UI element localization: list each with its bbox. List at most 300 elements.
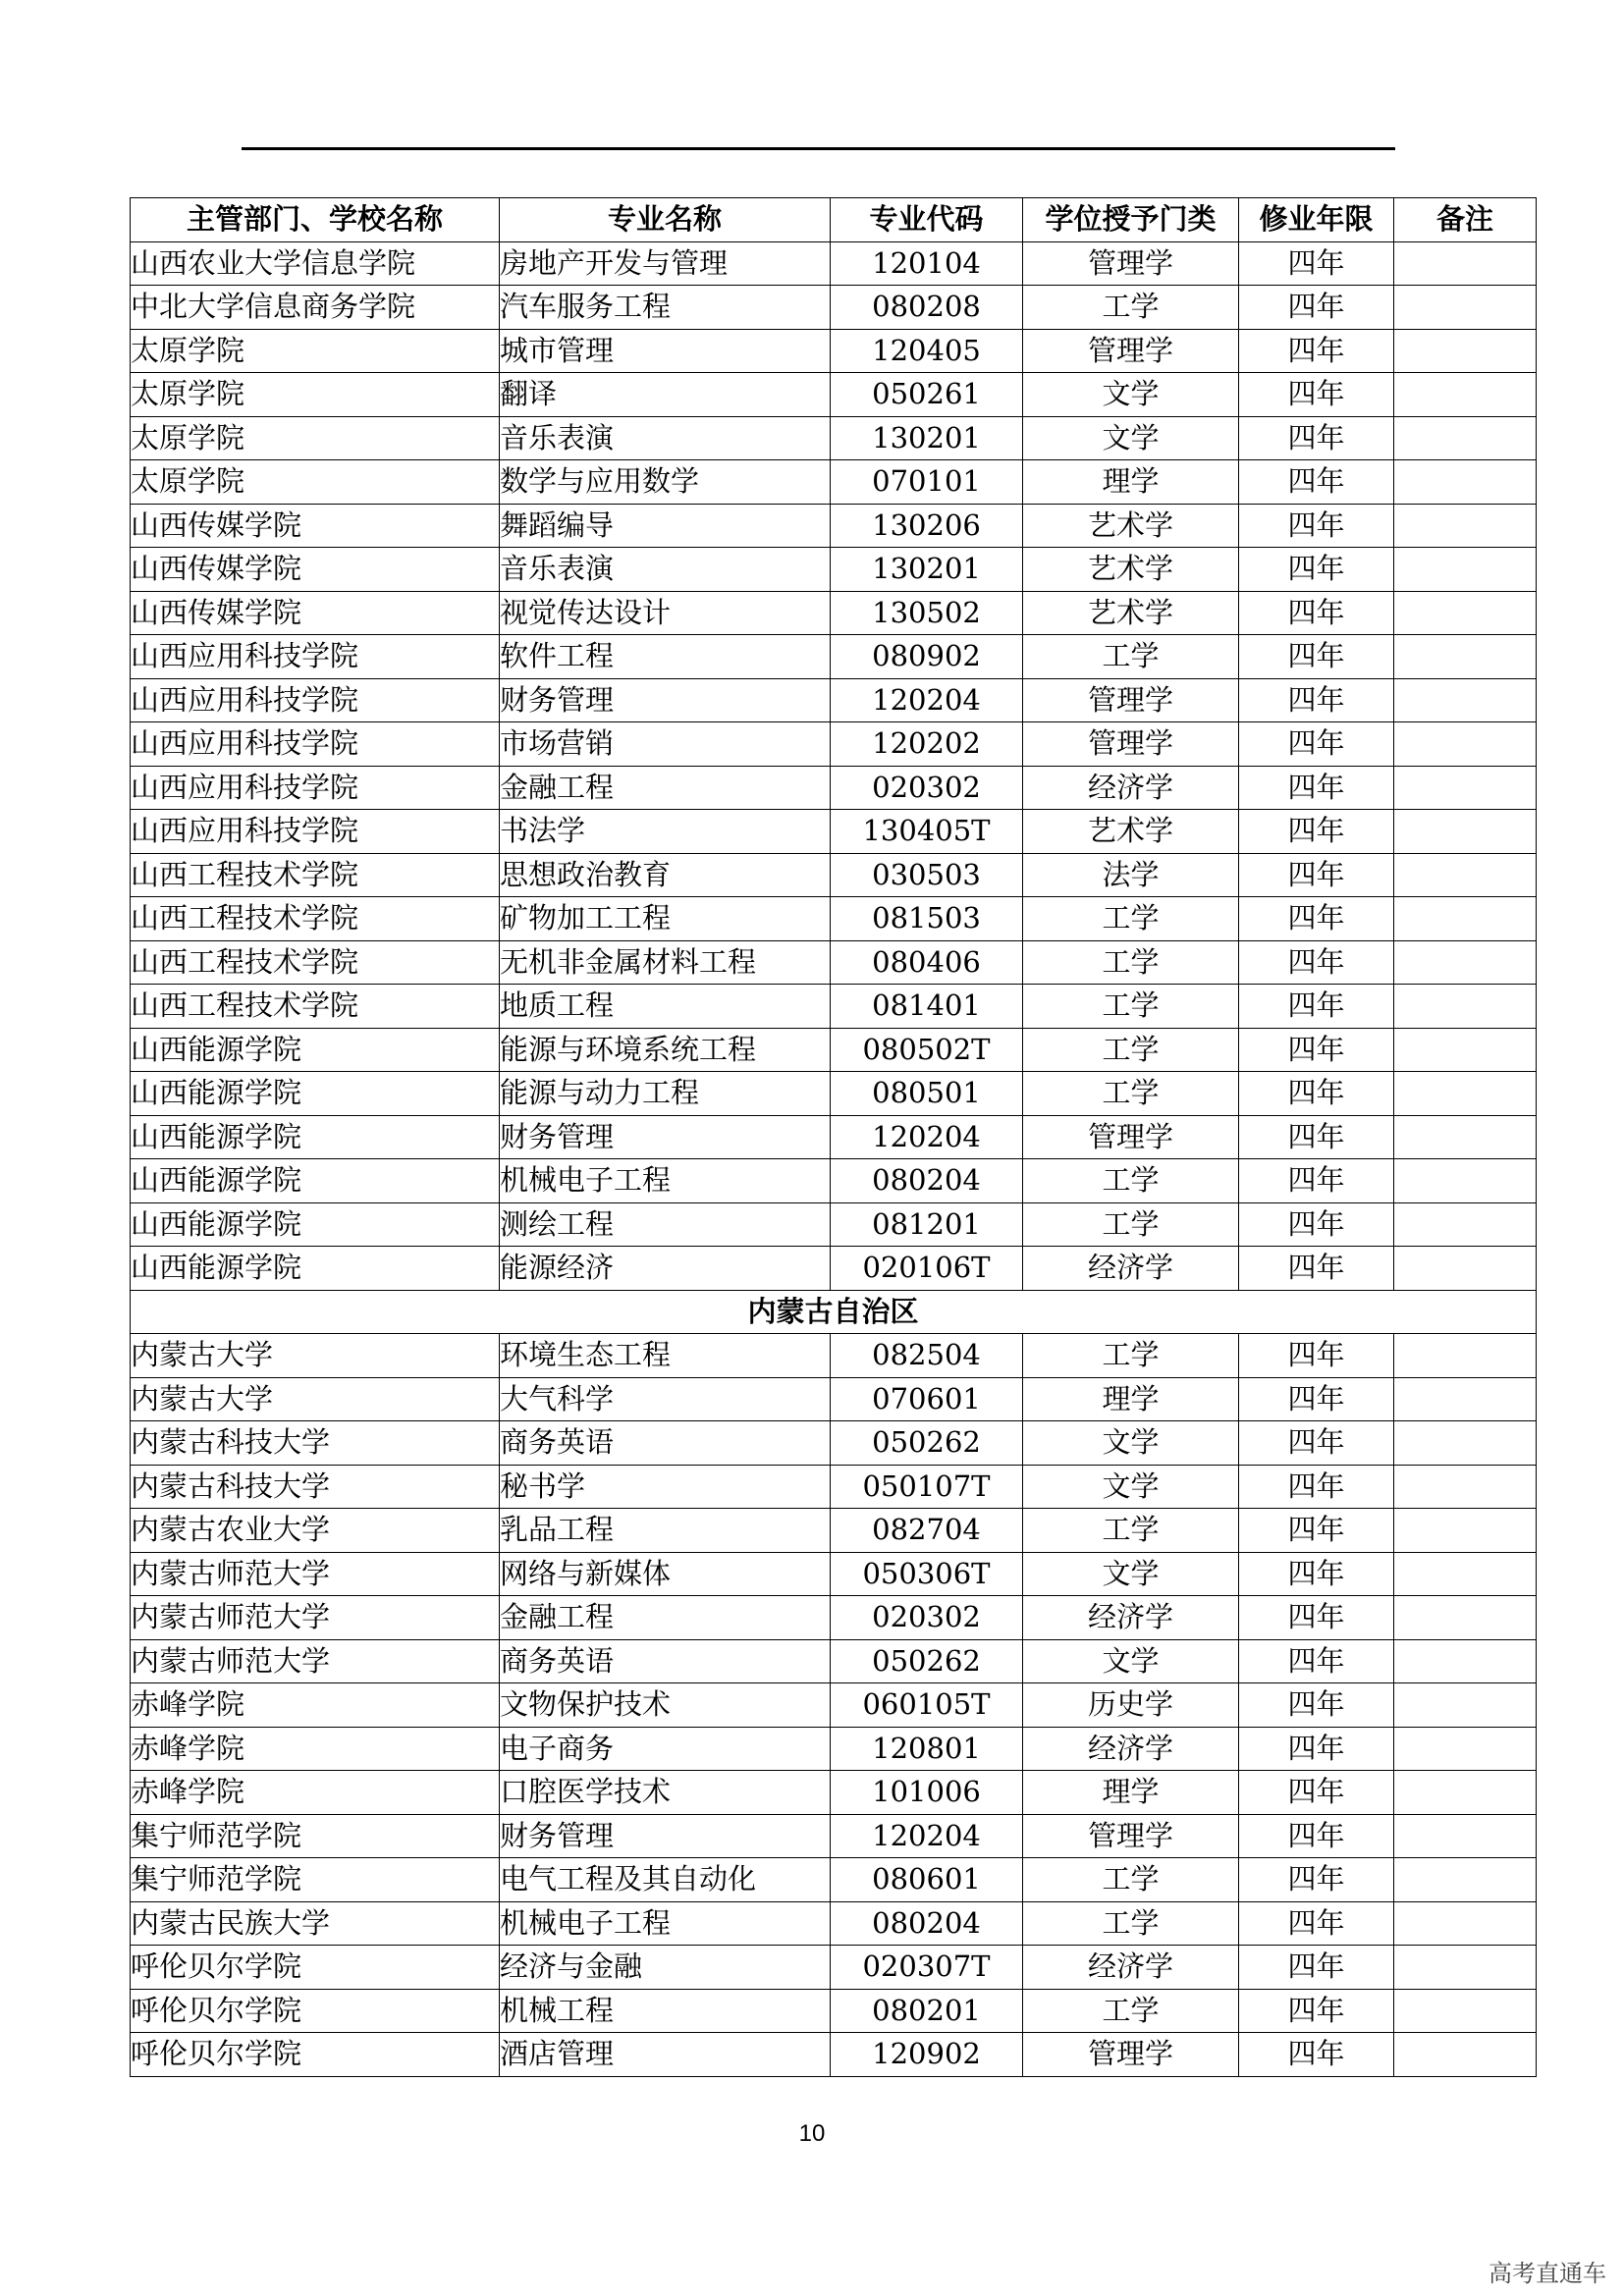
- table-row: [131, 504, 1537, 548]
- cell-school: 山西应用科技学院: [131, 766, 500, 810]
- table-row: [131, 1421, 1537, 1466]
- cell-degree: 艺术学: [1023, 548, 1239, 592]
- cell-note: [1394, 591, 1537, 635]
- cell-years: 四年: [1239, 678, 1394, 722]
- header-major: 专业名称: [500, 198, 831, 242]
- cell-major: 测绘工程: [500, 1202, 831, 1247]
- cell-major: 酒店管理: [500, 2033, 831, 2077]
- cell-note: [1394, 1946, 1537, 1990]
- cell-school: 山西能源学院: [131, 1159, 500, 1203]
- cell-note: [1394, 504, 1537, 548]
- cell-school: 太原学院: [131, 416, 500, 460]
- cell-major: 舞蹈编导: [500, 504, 831, 548]
- cell-major: 机械电子工程: [500, 1901, 831, 1946]
- cell-school: 山西传媒学院: [131, 504, 500, 548]
- cell-major: 视觉传达设计: [500, 591, 831, 635]
- cell-major: 网络与新媒体: [500, 1552, 831, 1596]
- cell-major: 财务管理: [500, 1115, 831, 1159]
- cell-years: 四年: [1239, 1858, 1394, 1902]
- cell-code: 130502: [831, 591, 1023, 635]
- cell-degree: 工学: [1023, 1858, 1239, 1902]
- header-degree: 学位授予门类: [1023, 198, 1239, 242]
- cell-school: 赤峰学院: [131, 1771, 500, 1815]
- cell-note: [1394, 1552, 1537, 1596]
- table-row: [131, 1946, 1537, 1990]
- cell-major: 商务英语: [500, 1421, 831, 1466]
- table-row: [131, 1552, 1537, 1596]
- cell-code: 130206: [831, 504, 1023, 548]
- cell-code: 130201: [831, 416, 1023, 460]
- cell-code: 081401: [831, 985, 1023, 1029]
- cell-code: 082504: [831, 1334, 1023, 1378]
- cell-school: 山西工程技术学院: [131, 897, 500, 941]
- cell-code: 050262: [831, 1421, 1023, 1466]
- cell-note: [1394, 985, 1537, 1029]
- cell-major: 音乐表演: [500, 416, 831, 460]
- table-row: [131, 940, 1537, 985]
- cell-note: [1394, 1072, 1537, 1116]
- cell-degree: 管理学: [1023, 1115, 1239, 1159]
- region-heading: 内蒙古自治区: [131, 1290, 1537, 1334]
- cell-major: 财务管理: [500, 678, 831, 722]
- cell-years: 四年: [1239, 722, 1394, 767]
- cell-note: [1394, 2033, 1537, 2077]
- cell-school: 内蒙古大学: [131, 1334, 500, 1378]
- cell-years: 四年: [1239, 286, 1394, 330]
- cell-code: 070101: [831, 460, 1023, 505]
- cell-school: 山西应用科技学院: [131, 635, 500, 679]
- cell-school: 内蒙古师范大学: [131, 1596, 500, 1640]
- cell-note: [1394, 329, 1537, 373]
- cell-school: 呼伦贝尔学院: [131, 2033, 500, 2077]
- region-row: [131, 1290, 1537, 1334]
- cell-years: 四年: [1239, 1159, 1394, 1203]
- cell-school: 内蒙古科技大学: [131, 1465, 500, 1509]
- table-row: [131, 1159, 1537, 1203]
- table-row: [131, 985, 1537, 1029]
- cell-note: [1394, 722, 1537, 767]
- cell-school: 呼伦贝尔学院: [131, 1946, 500, 1990]
- table-row: [131, 1202, 1537, 1247]
- cell-degree: 管理学: [1023, 2033, 1239, 2077]
- cell-major: 地质工程: [500, 985, 831, 1029]
- cell-note: [1394, 1683, 1537, 1728]
- table-row: [131, 2033, 1537, 2077]
- cell-note: [1394, 1202, 1537, 1247]
- table-row: [131, 416, 1537, 460]
- cell-note: [1394, 766, 1537, 810]
- cell-school: 内蒙古大学: [131, 1377, 500, 1421]
- cell-code: 080502T: [831, 1028, 1023, 1072]
- cell-code: 080902: [831, 635, 1023, 679]
- table-row: [131, 1596, 1537, 1640]
- cell-years: 四年: [1239, 1028, 1394, 1072]
- cell-note: [1394, 1247, 1537, 1291]
- table-row: [131, 1901, 1537, 1946]
- cell-code: 130201: [831, 548, 1023, 592]
- cell-years: 四年: [1239, 1072, 1394, 1116]
- cell-school: 山西工程技术学院: [131, 853, 500, 897]
- cell-code: 050306T: [831, 1552, 1023, 1596]
- cell-code: 080204: [831, 1159, 1023, 1203]
- cell-years: 四年: [1239, 1727, 1394, 1771]
- cell-major: 能源经济: [500, 1247, 831, 1291]
- table-row: [131, 1334, 1537, 1378]
- table-row: [131, 853, 1537, 897]
- table-row: [131, 1639, 1537, 1683]
- table-row: [131, 810, 1537, 854]
- table-row: [131, 1683, 1537, 1728]
- header-rule: [242, 147, 1395, 150]
- cell-note: [1394, 1115, 1537, 1159]
- cell-years: 四年: [1239, 1247, 1394, 1291]
- cell-years: 四年: [1239, 1334, 1394, 1378]
- cell-degree: 经济学: [1023, 766, 1239, 810]
- cell-school: 山西应用科技学院: [131, 810, 500, 854]
- cell-code: 030503: [831, 853, 1023, 897]
- cell-years: 四年: [1239, 1814, 1394, 1858]
- cell-years: 四年: [1239, 591, 1394, 635]
- table-row: [131, 286, 1537, 330]
- header-code: 专业代码: [831, 198, 1023, 242]
- table-row: [131, 1771, 1537, 1815]
- cell-years: 四年: [1239, 1901, 1394, 1946]
- cell-school: 内蒙古师范大学: [131, 1639, 500, 1683]
- cell-major: 软件工程: [500, 635, 831, 679]
- cell-major: 能源与环境系统工程: [500, 1028, 831, 1072]
- table-row: [131, 1727, 1537, 1771]
- cell-code: 080201: [831, 1989, 1023, 2033]
- cell-code: 120104: [831, 241, 1023, 286]
- cell-code: 120202: [831, 722, 1023, 767]
- cell-degree: 文学: [1023, 416, 1239, 460]
- cell-code: 120204: [831, 1814, 1023, 1858]
- cell-major: 乳品工程: [500, 1509, 831, 1553]
- cell-note: [1394, 1814, 1537, 1858]
- cell-note: [1394, 1901, 1537, 1946]
- cell-major: 汽车服务工程: [500, 286, 831, 330]
- table-row: [131, 1377, 1537, 1421]
- cell-code: 080501: [831, 1072, 1023, 1116]
- cell-degree: 工学: [1023, 1989, 1239, 2033]
- cell-degree: 工学: [1023, 635, 1239, 679]
- cell-school: 赤峰学院: [131, 1727, 500, 1771]
- cell-note: [1394, 853, 1537, 897]
- cell-school: 山西能源学院: [131, 1028, 500, 1072]
- cell-major: 商务英语: [500, 1639, 831, 1683]
- cell-code: 101006: [831, 1771, 1023, 1815]
- cell-code: 050262: [831, 1639, 1023, 1683]
- table-row: [131, 591, 1537, 635]
- cell-note: [1394, 810, 1537, 854]
- cell-note: [1394, 460, 1537, 505]
- table-row: [131, 635, 1537, 679]
- cell-major: 房地产开发与管理: [500, 241, 831, 286]
- table-row: [131, 722, 1537, 767]
- cell-major: 电子商务: [500, 1727, 831, 1771]
- cell-major: 口腔医学技术: [500, 1771, 831, 1815]
- table-row: [131, 1858, 1537, 1902]
- cell-school: 山西能源学院: [131, 1247, 500, 1291]
- cell-note: [1394, 1465, 1537, 1509]
- cell-major: 市场营销: [500, 722, 831, 767]
- majors-table: [130, 197, 1537, 2077]
- cell-code: 020307T: [831, 1946, 1023, 1990]
- cell-school: 山西传媒学院: [131, 548, 500, 592]
- cell-degree: 文学: [1023, 373, 1239, 417]
- table-row: [131, 373, 1537, 417]
- table-row: [131, 460, 1537, 505]
- table-row: [131, 678, 1537, 722]
- cell-major: 大气科学: [500, 1377, 831, 1421]
- table-row: [131, 329, 1537, 373]
- table-row: [131, 1509, 1537, 1553]
- cell-note: [1394, 373, 1537, 417]
- cell-degree: 管理学: [1023, 241, 1239, 286]
- watermark: 高考直通车: [1489, 2260, 1606, 2287]
- cell-note: [1394, 1639, 1537, 1683]
- cell-years: 四年: [1239, 1115, 1394, 1159]
- cell-code: 081503: [831, 897, 1023, 941]
- cell-years: 四年: [1239, 1771, 1394, 1815]
- cell-note: [1394, 1727, 1537, 1771]
- table-row: [131, 766, 1537, 810]
- cell-years: 四年: [1239, 1509, 1394, 1553]
- cell-school: 山西农业大学信息学院: [131, 241, 500, 286]
- cell-degree: 经济学: [1023, 1946, 1239, 1990]
- cell-degree: 理学: [1023, 1771, 1239, 1815]
- cell-note: [1394, 635, 1537, 679]
- cell-school: 集宁师范学院: [131, 1858, 500, 1902]
- cell-school: 内蒙古科技大学: [131, 1421, 500, 1466]
- cell-major: 思想政治教育: [500, 853, 831, 897]
- table-body: [131, 241, 1537, 2076]
- cell-years: 四年: [1239, 985, 1394, 1029]
- cell-note: [1394, 1334, 1537, 1378]
- cell-years: 四年: [1239, 1596, 1394, 1640]
- header-school: 主管部门、学校名称: [131, 198, 500, 242]
- cell-years: 四年: [1239, 504, 1394, 548]
- cell-school: 山西能源学院: [131, 1202, 500, 1247]
- cell-degree: 工学: [1023, 940, 1239, 985]
- cell-degree: 工学: [1023, 1159, 1239, 1203]
- cell-school: 内蒙古农业大学: [131, 1509, 500, 1553]
- cell-years: 四年: [1239, 1552, 1394, 1596]
- cell-degree: 艺术学: [1023, 810, 1239, 854]
- cell-school: 呼伦贝尔学院: [131, 1989, 500, 2033]
- cell-school: 山西传媒学院: [131, 591, 500, 635]
- cell-code: 080406: [831, 940, 1023, 985]
- cell-years: 四年: [1239, 373, 1394, 417]
- cell-years: 四年: [1239, 766, 1394, 810]
- cell-school: 太原学院: [131, 373, 500, 417]
- cell-degree: 艺术学: [1023, 504, 1239, 548]
- table-row: [131, 1465, 1537, 1509]
- cell-school: 山西应用科技学院: [131, 722, 500, 767]
- cell-major: 无机非金属材料工程: [500, 940, 831, 985]
- cell-major: 经济与金融: [500, 1946, 831, 1990]
- cell-code: 050107T: [831, 1465, 1023, 1509]
- cell-school: 山西能源学院: [131, 1115, 500, 1159]
- cell-code: 081201: [831, 1202, 1023, 1247]
- table-row: [131, 1115, 1537, 1159]
- cell-note: [1394, 1159, 1537, 1203]
- cell-years: 四年: [1239, 897, 1394, 941]
- cell-degree: 经济学: [1023, 1727, 1239, 1771]
- cell-note: [1394, 286, 1537, 330]
- cell-years: 四年: [1239, 1421, 1394, 1466]
- cell-degree: 工学: [1023, 985, 1239, 1029]
- cell-code: 120902: [831, 2033, 1023, 2077]
- cell-years: 四年: [1239, 810, 1394, 854]
- cell-school: 集宁师范学院: [131, 1814, 500, 1858]
- cell-years: 四年: [1239, 1639, 1394, 1683]
- cell-code: 120204: [831, 1115, 1023, 1159]
- cell-degree: 理学: [1023, 1377, 1239, 1421]
- cell-school: 中北大学信息商务学院: [131, 286, 500, 330]
- cell-note: [1394, 897, 1537, 941]
- cell-note: [1394, 1989, 1537, 2033]
- cell-degree: 工学: [1023, 897, 1239, 941]
- cell-code: 120204: [831, 678, 1023, 722]
- cell-years: 四年: [1239, 548, 1394, 592]
- cell-degree: 艺术学: [1023, 591, 1239, 635]
- cell-note: [1394, 416, 1537, 460]
- cell-code: 020106T: [831, 1247, 1023, 1291]
- cell-school: 内蒙古师范大学: [131, 1552, 500, 1596]
- cell-school: 太原学院: [131, 460, 500, 505]
- table-row: [131, 1072, 1537, 1116]
- cell-degree: 工学: [1023, 1509, 1239, 1553]
- cell-degree: 经济学: [1023, 1596, 1239, 1640]
- table-header-row: [131, 198, 1537, 242]
- cell-degree: 管理学: [1023, 722, 1239, 767]
- cell-years: 四年: [1239, 1683, 1394, 1728]
- cell-degree: 工学: [1023, 1202, 1239, 1247]
- table-row: [131, 1814, 1537, 1858]
- cell-school: 山西工程技术学院: [131, 940, 500, 985]
- cell-major: 音乐表演: [500, 548, 831, 592]
- cell-years: 四年: [1239, 1465, 1394, 1509]
- cell-note: [1394, 678, 1537, 722]
- cell-degree: 管理学: [1023, 329, 1239, 373]
- cell-note: [1394, 1421, 1537, 1466]
- cell-note: [1394, 1596, 1537, 1640]
- cell-degree: 工学: [1023, 1072, 1239, 1116]
- cell-code: 120801: [831, 1727, 1023, 1771]
- cell-code: 130405T: [831, 810, 1023, 854]
- cell-years: 四年: [1239, 1377, 1394, 1421]
- page-number: 10: [798, 2120, 826, 2147]
- cell-code: 120405: [831, 329, 1023, 373]
- table-row: [131, 241, 1537, 286]
- cell-code: 060105T: [831, 1683, 1023, 1728]
- cell-major: 矿物加工工程: [500, 897, 831, 941]
- header-years: 修业年限: [1239, 198, 1394, 242]
- cell-years: 四年: [1239, 853, 1394, 897]
- cell-code: 082704: [831, 1509, 1023, 1553]
- cell-note: [1394, 1509, 1537, 1553]
- cell-years: 四年: [1239, 241, 1394, 286]
- cell-degree: 工学: [1023, 1334, 1239, 1378]
- table-row: [131, 1247, 1537, 1291]
- cell-major: 能源与动力工程: [500, 1072, 831, 1116]
- cell-note: [1394, 241, 1537, 286]
- table-row: [131, 1989, 1537, 2033]
- cell-note: [1394, 1858, 1537, 1902]
- cell-school: 山西工程技术学院: [131, 985, 500, 1029]
- cell-note: [1394, 1771, 1537, 1815]
- cell-major: 书法学: [500, 810, 831, 854]
- cell-school: 太原学院: [131, 329, 500, 373]
- cell-school: 山西能源学院: [131, 1072, 500, 1116]
- cell-note: [1394, 548, 1537, 592]
- cell-major: 环境生态工程: [500, 1334, 831, 1378]
- cell-degree: 管理学: [1023, 1814, 1239, 1858]
- cell-major: 秘书学: [500, 1465, 831, 1509]
- table-row: [131, 548, 1537, 592]
- cell-years: 四年: [1239, 940, 1394, 985]
- cell-major: 金融工程: [500, 1596, 831, 1640]
- cell-years: 四年: [1239, 460, 1394, 505]
- cell-degree: 文学: [1023, 1552, 1239, 1596]
- cell-major: 金融工程: [500, 766, 831, 810]
- cell-years: 四年: [1239, 329, 1394, 373]
- cell-code: 020302: [831, 1596, 1023, 1640]
- cell-major: 翻译: [500, 373, 831, 417]
- cell-degree: 文学: [1023, 1421, 1239, 1466]
- cell-code: 020302: [831, 766, 1023, 810]
- cell-school: 内蒙古民族大学: [131, 1901, 500, 1946]
- cell-major: 文物保护技术: [500, 1683, 831, 1728]
- cell-code: 050261: [831, 373, 1023, 417]
- cell-degree: 工学: [1023, 1901, 1239, 1946]
- table-row: [131, 1028, 1537, 1072]
- cell-major: 城市管理: [500, 329, 831, 373]
- cell-years: 四年: [1239, 1946, 1394, 1990]
- cell-major: 数学与应用数学: [500, 460, 831, 505]
- cell-degree: 文学: [1023, 1639, 1239, 1683]
- table-row: [131, 897, 1537, 941]
- cell-major: 机械工程: [500, 1989, 831, 2033]
- cell-degree: 法学: [1023, 853, 1239, 897]
- cell-code: 080601: [831, 1858, 1023, 1902]
- cell-degree: 文学: [1023, 1465, 1239, 1509]
- cell-major: 机械电子工程: [500, 1159, 831, 1203]
- cell-years: 四年: [1239, 635, 1394, 679]
- cell-years: 四年: [1239, 1202, 1394, 1247]
- cell-code: 080208: [831, 286, 1023, 330]
- header-note: 备注: [1394, 198, 1537, 242]
- cell-degree: 理学: [1023, 460, 1239, 505]
- cell-degree: 工学: [1023, 1028, 1239, 1072]
- cell-note: [1394, 1377, 1537, 1421]
- cell-major: 电气工程及其自动化: [500, 1858, 831, 1902]
- cell-school: 赤峰学院: [131, 1683, 500, 1728]
- cell-code: 070601: [831, 1377, 1023, 1421]
- cell-code: 080204: [831, 1901, 1023, 1946]
- cell-note: [1394, 940, 1537, 985]
- cell-degree: 历史学: [1023, 1683, 1239, 1728]
- cell-years: 四年: [1239, 416, 1394, 460]
- cell-degree: 工学: [1023, 286, 1239, 330]
- cell-years: 四年: [1239, 2033, 1394, 2077]
- cell-major: 财务管理: [500, 1814, 831, 1858]
- cell-degree: 经济学: [1023, 1247, 1239, 1291]
- cell-years: 四年: [1239, 1989, 1394, 2033]
- cell-note: [1394, 1028, 1537, 1072]
- cell-school: 山西应用科技学院: [131, 678, 500, 722]
